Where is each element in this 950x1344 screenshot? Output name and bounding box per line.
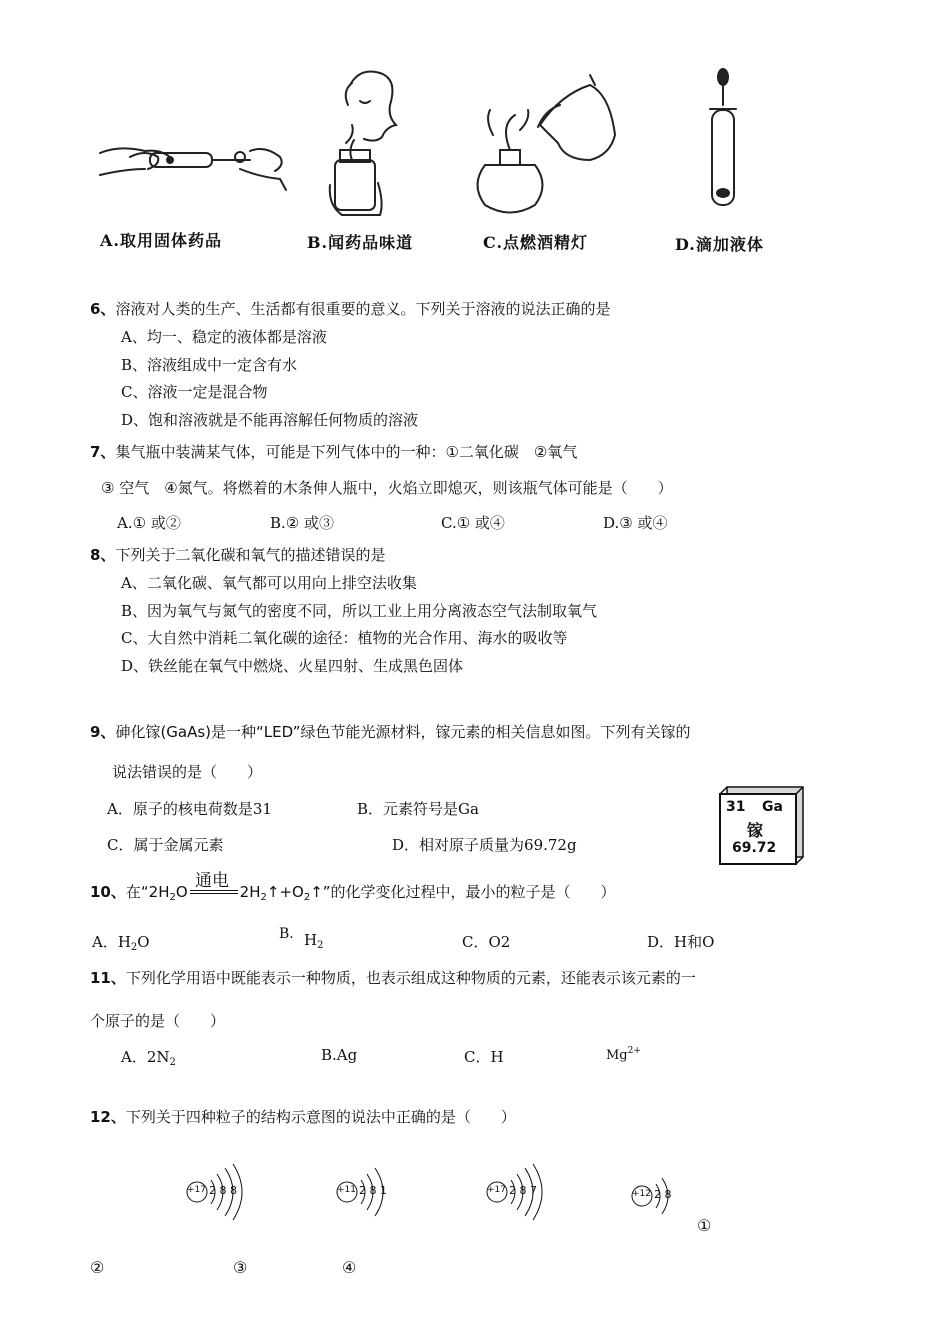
- q10-option-a-suffix: O: [137, 933, 150, 951]
- q10-option-b-subscript: 2: [317, 940, 324, 951]
- q11-option-a-subscript: 2: [169, 1057, 176, 1068]
- q10-option-a-text: A．H: [92, 933, 131, 951]
- caption-a: A.取用固体药品: [100, 231, 222, 250]
- q10-number: 10、: [90, 883, 126, 901]
- q11-option-b: B.Ag: [321, 1046, 358, 1064]
- q10-option-b-label: B.: [279, 926, 294, 942]
- q9-stem-line2: 说法错误的是（ ）: [112, 763, 263, 781]
- particle-diagram-1: [185, 1162, 265, 1222]
- q6-stem: [90, 298, 610, 319]
- particle-2-shells: 2 8 1: [359, 1184, 387, 1197]
- q8-stem: [90, 544, 385, 565]
- gallium-element-card: [719, 787, 803, 865]
- q9-option-a: A．原子的核电荷数是31: [107, 800, 272, 818]
- q8-text: 下列关于二氧化碳和氧气的描述错误的是: [115, 546, 386, 564]
- q11-option-a-text: A．2N: [121, 1048, 170, 1066]
- q8-option-c: C、大自然中消耗二氧化碳的途径：植物的光合作用、海水的吸收等: [121, 629, 568, 647]
- particle-3-nucleus: +17: [487, 1185, 506, 1195]
- q10-option-b-text: H: [304, 931, 318, 949]
- q11-option-d-superscript: 2+: [627, 1046, 641, 1056]
- lab-figure: [90, 65, 790, 265]
- card-symbol: Ga: [762, 799, 783, 815]
- particle-label-2: ②: [90, 1258, 105, 1277]
- particle-3-shells: 2 8 7: [509, 1184, 537, 1197]
- particle-1-nucleus: +17: [187, 1185, 206, 1195]
- q10-option-c: C．O2: [462, 933, 511, 951]
- q10-option-d: D．H和O: [647, 933, 715, 951]
- q7-option-b: B.② 或③: [270, 514, 335, 532]
- q9-option-b: B．元素符号是Ga: [357, 800, 479, 818]
- q7-stem-line1: [90, 441, 577, 462]
- hand-tube-drawing: [100, 148, 286, 190]
- q11-option-c: C．H: [464, 1048, 504, 1066]
- q9-text: 砷化镓(GaAs)是一种“LED”绿色节能光源材料，镓元素的相关信息如图。下列有关镓的: [115, 723, 691, 741]
- q10-product-h: 2H: [239, 883, 261, 901]
- q10-product-h-subscript: 2: [260, 892, 267, 903]
- q10-reactant-o: O: [175, 883, 188, 901]
- card-atomic-number: 31: [726, 799, 746, 815]
- particle-label-4: ④: [342, 1258, 357, 1277]
- q6-text: 溶液对人类的生产、生活都有很重要的意义。下列关于溶液的说法正确的是: [115, 300, 611, 318]
- q10-option-a: [92, 931, 150, 953]
- q12-stem: [90, 1106, 516, 1127]
- particle-diagram-2: [335, 1162, 415, 1222]
- q6-option-b: B、溶液组成中一定含有水: [121, 356, 298, 374]
- q11-text: 下列化学用语中既能表示一种物质，也表示组成这种物质的元素，还能表示该元素的一: [125, 969, 696, 987]
- caption-b: B.闻药品味道: [307, 233, 414, 252]
- particle-label-3: ③: [233, 1258, 248, 1277]
- card-element-name: 镓: [747, 821, 764, 840]
- q11-option-d-text: Mg: [606, 1048, 628, 1063]
- q10-reactant: 在“2H: [125, 883, 170, 901]
- q7-stem-line2: ③ 空气 ④氮气。将燃着的木条伸人瓶中，火焰立即熄灭，则该瓶气体可能是（ ）: [101, 479, 673, 497]
- q7-option-d: D.③ 或④: [603, 514, 668, 532]
- particle-diagram-4: [630, 1166, 700, 1222]
- particle-label-1: ①: [697, 1216, 712, 1235]
- q7-option-a: A.① 或②: [117, 514, 181, 532]
- q8-option-b: B、因为氧气与氮气的密度不同，所以工业上用分离液态空气法制取氧气: [121, 602, 598, 620]
- q8-option-a: A、二氧化碳、氧气都可以用向上排空法收集: [121, 574, 417, 592]
- q6-option-a: A、均一、稳定的液体都是溶液: [121, 328, 327, 346]
- q9-number: 9、: [90, 723, 116, 741]
- q11-stem-line1: [90, 967, 696, 988]
- q10-text: ↑”的化学变化过程中，最小的粒子是（ ）: [310, 883, 616, 901]
- q10-condition-label: 通电: [195, 871, 229, 891]
- caption-c: C.点燃酒精灯: [483, 233, 589, 252]
- q7-number: 7、: [90, 443, 116, 461]
- q10-product-o: ↑+O: [266, 883, 304, 901]
- particle-2-nucleus: +11: [337, 1185, 356, 1195]
- q11-stem-line2: 个原子的是（ ）: [90, 1012, 226, 1030]
- q11-option-a: [121, 1046, 176, 1068]
- q10-reactant-subscript: 2: [169, 892, 176, 903]
- dropper-tube-drawing: [710, 69, 736, 205]
- q11-number: 11、: [90, 969, 126, 987]
- card-atomic-mass: 69.72: [732, 840, 777, 856]
- q6-number: 6、: [90, 300, 116, 318]
- q6-option-c: C、溶液一定是混合物: [121, 383, 268, 401]
- q10-option-b: [304, 931, 323, 951]
- alcohol-lamp-drawing: [478, 75, 616, 213]
- q12-text: 下列关于四种粒子的结构示意图的说法中正确的是（ ）: [125, 1108, 516, 1126]
- q11-option-d: [606, 1046, 641, 1063]
- q10-product-o-subscript: 2: [303, 892, 311, 903]
- face-bottle-drawing: [330, 72, 396, 216]
- q10-stem: [90, 881, 616, 903]
- particle-1-shells: 2 8 8: [209, 1184, 237, 1197]
- particle-diagram-3: [485, 1162, 565, 1222]
- q7-option-c: C.① 或④: [441, 514, 505, 532]
- particle-4-nucleus: +12: [632, 1189, 651, 1199]
- particle-4-shells: 2 8: [654, 1188, 672, 1201]
- q9-stem-line1: [90, 721, 691, 742]
- q10-option-a-subscript: 2: [130, 942, 138, 953]
- q6-option-d: D、饱和溶液就是不能再溶解任何物质的溶液: [121, 411, 419, 429]
- q8-option-d: D、铁丝能在氧气中燃烧、火星四射、生成黑色固体: [121, 657, 464, 675]
- caption-d: D.滴加液体: [675, 235, 764, 254]
- q9-option-d: D．相对原子质量为69.72g: [392, 836, 577, 854]
- q8-number: 8、: [90, 546, 116, 564]
- q7-text: 集气瓶中装满某气体，可能是下列气体中的一种：①二氧化碳 ②氧气: [115, 443, 578, 461]
- q9-option-c: C．属于金属元素: [107, 836, 224, 854]
- q12-number: 12、: [90, 1108, 126, 1126]
